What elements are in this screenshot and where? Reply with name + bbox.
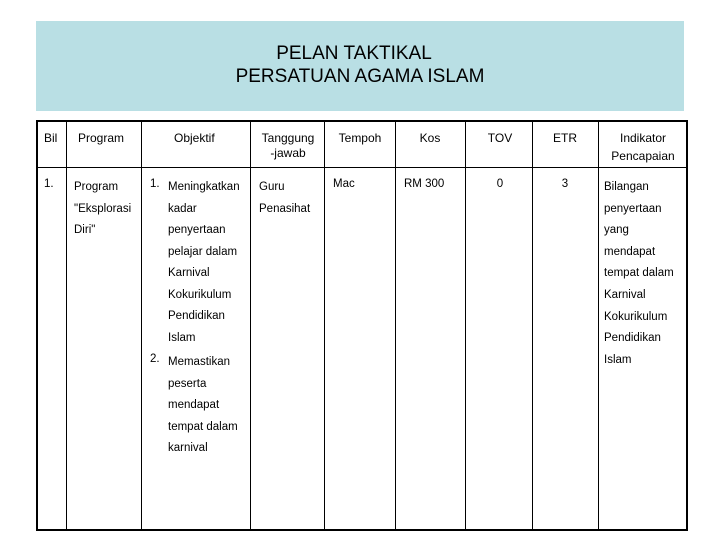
page-title-line1: PELAN TAKTIKAL — [276, 43, 432, 64]
title-banner — [36, 21, 684, 111]
row-program: Program "Eksplorasi Diri" — [74, 181, 132, 236]
column-divider — [141, 122, 142, 529]
column-divider — [324, 122, 325, 529]
row-bil: 1. — [44, 178, 54, 190]
objektif-2: Memastikan peserta mendapat tempat dalam karnival — [168, 356, 238, 454]
page-title-line2: PERSATUAN AGAMA ISLAM — [235, 66, 485, 87]
row-etr: 3 — [561, 178, 569, 190]
header-bil: Bil — [44, 131, 58, 145]
row-kos: RM 300 — [404, 178, 445, 190]
objektif-1: Meningkatkan kadar penyertaan pelajar dalam Karnival Kokurikulum Pendidikan Islam — [168, 181, 240, 344]
header-indikator-pencapaian: Indikator Pencapaian — [611, 131, 675, 163]
column-divider — [598, 122, 599, 529]
column-divider — [66, 122, 67, 529]
header-tempoh: Tempoh — [338, 131, 382, 145]
header-kos: Kos — [419, 131, 441, 145]
column-divider — [250, 122, 251, 529]
header-etr: ETR — [553, 131, 577, 145]
column-divider — [465, 122, 466, 529]
row-tanggung-jawab: Guru Penasihat — [259, 181, 311, 215]
header-tov: TOV — [487, 131, 513, 145]
row-indikator: Bilangan penyertaan yang mendapat tempat dalam Karnival Kokurikulum Pendidikan Islam — [604, 181, 674, 366]
header-objektif: Objektif — [174, 131, 215, 145]
objektif-2-number: 2. — [150, 353, 160, 365]
header-divider — [38, 167, 686, 168]
header-tanggung-jawab: Tanggung -jawab — [261, 131, 315, 160]
objektif-1-number: 1. — [150, 178, 160, 190]
column-divider — [395, 122, 396, 529]
row-tempoh: Mac — [333, 178, 355, 190]
row-tov: 0 — [496, 178, 504, 190]
header-program: Program — [78, 131, 125, 145]
plan-table — [36, 120, 688, 531]
